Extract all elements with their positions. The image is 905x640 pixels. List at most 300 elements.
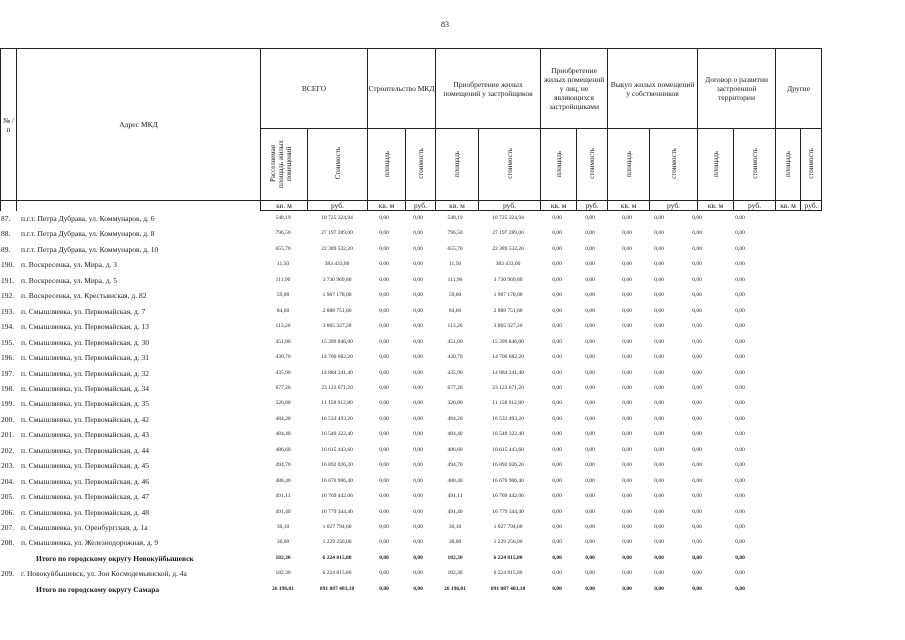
row-value: 16 779 344,40 [321, 508, 353, 515]
row-value: 0,00 [585, 585, 595, 592]
row-value: 6 224 815,80 [493, 570, 523, 577]
row-value: 0,00 [413, 323, 423, 330]
row-address: п. Смышляевка, ул. Первомайская, д. 43 [21, 430, 149, 440]
row-address: п. Смышляевка, ул. Первомайская, д. 31 [21, 353, 149, 363]
row-value: 326,80 [447, 400, 463, 407]
row-value: 59,00 [276, 292, 290, 299]
row-value: 451,00 [447, 338, 463, 345]
row-address: п. Смышляевка, ул. Первомайская, д. 48 [21, 507, 149, 517]
row-value: 0,00 [654, 215, 664, 221]
row-number: 201. [1, 430, 15, 440]
row-value: 0,00 [585, 400, 595, 407]
row-value: 0,00 [622, 524, 632, 530]
row-value: 0,00 [585, 493, 595, 500]
row-value: 435,90 [275, 369, 291, 376]
sub-header-cost: стоимость [750, 148, 759, 179]
row-number: 207. [1, 523, 15, 532]
row-number: 194. [1, 322, 15, 332]
row-value: 0,00 [654, 477, 664, 484]
row-value: 1 229 256,00 [322, 539, 352, 546]
row-address: п. Воскресенка, ул. Крестьянская, д. 82 [21, 291, 147, 301]
row-value: 0,00 [379, 400, 389, 407]
row-address: п. Смышляевка, ул. Первомайская, д. 47 [21, 492, 149, 502]
unit-area: кв. м [436, 201, 479, 211]
row-value: 0,00 [654, 415, 664, 422]
row-value: 0,00 [735, 554, 745, 561]
row-value: 0,00 [692, 524, 702, 530]
sub-header-cost: стоимость [416, 148, 425, 179]
row-value: 0,00 [692, 354, 702, 361]
row-value: 0,00 [735, 400, 745, 407]
row-value: 0,00 [379, 493, 389, 500]
row-value: 113,20 [447, 323, 463, 330]
unit-rub: руб. [734, 201, 776, 211]
row-value: 0,00 [654, 585, 664, 592]
row-address: п. Смышляевка, ул. Первомайская, д. 44 [21, 445, 149, 455]
row-value: 0,00 [552, 493, 562, 500]
row-value: 0,00 [692, 215, 702, 221]
row-value: 0,00 [735, 524, 745, 530]
row-value: 0,00 [654, 261, 664, 268]
sub-header-area: площадь [711, 150, 720, 177]
row-value: 0,00 [735, 585, 745, 592]
row-value: 0,00 [735, 354, 745, 361]
row-value: 0,00 [735, 338, 745, 345]
row-value: 486,60 [275, 446, 291, 453]
row-value: 484,20 [447, 415, 463, 422]
row-value: 15 399 846,00 [492, 338, 524, 345]
row-value: 0,00 [735, 508, 745, 515]
row-number: 191. [1, 275, 15, 285]
row-value: 16 533 493,20 [321, 415, 353, 422]
row-value: 0,00 [654, 446, 664, 453]
row-value: 0,00 [735, 415, 745, 422]
row-value: 0,00 [622, 570, 632, 577]
row-value: 0,00 [585, 276, 595, 283]
row-value: 0,00 [654, 570, 664, 577]
row-value: 14 706 682,20 [492, 354, 524, 361]
row-value: 0,00 [413, 431, 423, 438]
row-value: 488,40 [447, 477, 463, 484]
row-address: п. Воскресенка, ул. Мира, д. 3 [21, 260, 118, 270]
row-value: 26 196,01 [444, 585, 466, 592]
unit-area: кв. м [698, 201, 734, 211]
row-address: п. Воскресенка, ул. Мира, д. 5 [21, 275, 118, 285]
row-value: 0,00 [379, 570, 389, 577]
row-value: 6 224 815,80 [493, 554, 523, 561]
row-value: 0,00 [379, 369, 389, 376]
row-value: 0,00 [552, 431, 562, 438]
row-value: 0,00 [413, 215, 423, 221]
row-address: п. Смышляевка, ул. Первомайская, д. 30 [21, 337, 149, 347]
row-value: 16 892 026,20 [492, 462, 524, 469]
row-value: 23 123 671,20 [321, 384, 353, 391]
row-value: 15 399 846,00 [321, 338, 353, 345]
row-number: 209. [1, 569, 15, 579]
row-address: п.г.т. Петра Дубрава, ул. Коммунаров, д. 8 [21, 229, 155, 239]
row-address: п.г.т. Петра Дубрава, ул. Коммунаров, д. 10 [21, 244, 159, 254]
row-value: 16 540 322,40 [492, 431, 524, 438]
row-value: 84,60 [448, 307, 462, 314]
row-value: 0,00 [692, 384, 702, 391]
row-value: 0,00 [692, 338, 702, 345]
row-value: 0,00 [585, 554, 595, 561]
row-value: 0,00 [552, 276, 562, 283]
unit-area: кв. м [368, 201, 406, 211]
unit-rub: руб. [308, 201, 368, 211]
row-value: 0,00 [552, 462, 562, 469]
row-value: 0,00 [379, 554, 389, 561]
row-value: 0,00 [413, 245, 423, 252]
row-address: п. Смышляевка, ул. Первомайская, д. 35 [21, 399, 149, 409]
row-value: 0,00 [413, 384, 423, 391]
row-value: 0,00 [692, 230, 702, 237]
row-value: 0,00 [735, 276, 745, 283]
sub-header-area: площадь [554, 150, 563, 177]
row-value: 6 224 815,80 [322, 570, 352, 577]
row-value: 0,00 [413, 477, 423, 484]
row-number: 208. [1, 538, 15, 548]
row-value: 0,00 [413, 369, 423, 376]
row-value: 0,00 [692, 477, 702, 484]
sub-header-cost: Стоимость [333, 147, 342, 180]
sub-header-area: площадь [624, 150, 633, 177]
row-value: 0,00 [654, 400, 664, 407]
unit-area: кв. м [261, 201, 308, 211]
row-value: 11 158 912,80 [321, 400, 353, 407]
row-value: 0,00 [379, 292, 389, 299]
group-header-developers: Приобретение жилых помещений у застройщиков [436, 49, 541, 129]
row-value: 16 533 493,20 [492, 415, 524, 422]
row-value: 796,50 [275, 230, 291, 237]
row-value: 0,00 [379, 215, 389, 221]
row-value: 18 725 324,94 [321, 215, 353, 221]
row-address: п. Смышляевка, ул. Оренбургская, д. 1а [21, 523, 148, 532]
row-value: 486,60 [447, 446, 463, 453]
row-number: 198. [1, 383, 15, 393]
row-value: 0,00 [654, 338, 664, 345]
row-value: 0,00 [585, 477, 595, 484]
row-value: 0,00 [552, 292, 562, 299]
row-number: 196. [1, 353, 15, 363]
row-value: 0,00 [552, 415, 562, 422]
row-value: 84,60 [276, 307, 290, 314]
row-value: 0,00 [413, 524, 423, 530]
row-value: 0,00 [552, 508, 562, 515]
row-value: 111,90 [447, 276, 463, 283]
row-value: 494,70 [275, 462, 291, 469]
row-value: 3 730 969,80 [322, 276, 352, 283]
row-value: 491,11 [447, 493, 463, 500]
row-address: г. Новокуйбышевск, ул. Зои Космодемьянской, д. 4а [21, 569, 187, 579]
row-value: 0,00 [552, 307, 562, 314]
page-number: 83 [441, 20, 449, 29]
row-value: 0,00 [692, 585, 702, 592]
row-value: 0,00 [585, 384, 595, 391]
row-value: 0,00 [692, 462, 702, 469]
row-value: 0,00 [379, 384, 389, 391]
row-value: 0,00 [585, 215, 595, 221]
row-value: 23 123 671,20 [492, 384, 524, 391]
sub-header-resettled-area: Расселяемая площадь жилых помещений [269, 139, 293, 188]
row-value: 0,00 [654, 462, 664, 469]
row-value: 0,00 [552, 554, 562, 561]
row-number: 193. [1, 306, 15, 316]
row-value: 30,10 [448, 524, 462, 530]
row-value: 0,00 [692, 508, 702, 515]
row-value: 0,00 [413, 508, 423, 515]
row-value: 0,00 [692, 292, 702, 299]
row-value: 0,00 [585, 230, 595, 237]
row-value: 0,00 [622, 323, 632, 330]
unit-rub: руб. [577, 201, 608, 211]
row-value: 182,30 [275, 570, 291, 577]
row-value: 0,00 [654, 230, 664, 237]
row-value: 14 706 682,20 [321, 354, 353, 361]
row-value: 484,40 [447, 431, 463, 438]
row-number: 203. [1, 461, 15, 471]
row-value: 488,40 [275, 477, 291, 484]
row-value: 182,30 [447, 554, 463, 561]
row-value: 0,00 [379, 261, 389, 268]
row-address: п. Смышляевка, ул. Первомайская, д. 7 [21, 306, 146, 316]
row-value: 0,00 [622, 431, 632, 438]
row-value: 0,00 [735, 292, 745, 299]
row-value: 2 888 751,60 [322, 307, 352, 314]
row-value: 14 884 241,40 [321, 369, 353, 376]
group-header-buyout: Выкуп жилых помещений у собственников [608, 49, 698, 129]
row-value: 0,00 [735, 477, 745, 484]
row-address: п. Смышляевка, ул. Железнодорожная, д. 9 [21, 538, 159, 548]
row-number: 89. [1, 244, 11, 254]
row-value: 0,00 [413, 230, 423, 237]
row-value: 0,00 [379, 585, 389, 592]
row-value: 655,70 [447, 245, 463, 252]
row-value: 36,00 [448, 539, 462, 546]
row-value: 0,00 [622, 230, 632, 237]
row-value: 0,00 [735, 570, 745, 577]
row-value: 59,00 [448, 292, 462, 299]
row-value: 0,00 [735, 446, 745, 453]
row-value: 0,00 [379, 276, 389, 283]
row-value: 0,00 [622, 261, 632, 268]
row-value: 0,00 [622, 415, 632, 422]
row-value: 0,00 [692, 261, 702, 268]
sub-header-cost: стоимость [505, 148, 514, 179]
row-value: 0,00 [622, 493, 632, 500]
row-value: 0,00 [552, 323, 562, 330]
row-value: 0,00 [692, 369, 702, 376]
unit-area: кв. м [608, 201, 650, 211]
unit-area: кв. м [776, 201, 801, 211]
row-value: 22 389 532,20 [492, 245, 524, 252]
row-value: 0,00 [552, 215, 562, 221]
row-value: 16 540 322,40 [321, 431, 353, 438]
row-value: 0,00 [413, 570, 423, 577]
row-value: 0,00 [552, 400, 562, 407]
row-value: 0,00 [692, 415, 702, 422]
row-value: 16 676 906,40 [321, 477, 353, 484]
sub-header-cost: стоимость [669, 148, 678, 179]
row-value: 2 888 751,60 [493, 307, 523, 314]
row-value: 0,00 [552, 261, 562, 268]
row-number: 87. [1, 214, 11, 223]
row-value: 0,00 [654, 508, 664, 515]
row-value: 0,00 [379, 539, 389, 546]
row-number: 190. [1, 260, 15, 270]
row-value: 891 887 403,18 [490, 585, 526, 592]
row-value: 0,00 [654, 539, 664, 546]
unit-area: кв. м [541, 201, 577, 211]
row-value: 0,00 [552, 446, 562, 453]
row-value: 0,00 [413, 415, 423, 422]
row-value: 0,00 [413, 539, 423, 546]
row-value: 0,00 [552, 524, 562, 530]
row-value: 3 730 969,80 [493, 276, 523, 283]
row-value: 0,00 [692, 307, 702, 314]
row-value: 0,00 [585, 307, 595, 314]
row-number: 199. [1, 399, 15, 409]
row-value: 430,70 [275, 354, 291, 361]
row-value: 11 158 912,80 [492, 400, 524, 407]
row-value: 0,00 [622, 400, 632, 407]
row-value: 0,00 [379, 338, 389, 345]
num-header: № /п [1, 49, 17, 201]
row-value: 0,00 [379, 415, 389, 422]
row-value: 0,00 [552, 338, 562, 345]
row-value: 6 224 815,80 [322, 554, 352, 561]
row-value: 0,00 [654, 554, 664, 561]
row-value: 16 676 906,40 [492, 477, 524, 484]
row-value: 0,00 [379, 245, 389, 252]
row-value: 0,00 [654, 493, 664, 500]
row-address: п. Смышляевка, ул. Первомайская, д. 42 [21, 414, 149, 424]
row-value: 491,11 [275, 493, 291, 500]
row-value: 383 433,00 [495, 261, 521, 268]
row-value: 0,00 [585, 245, 595, 252]
row-value: 0,00 [735, 384, 745, 391]
row-value: 0,00 [413, 585, 423, 592]
row-value: 111,90 [275, 276, 291, 283]
row-value: 0,00 [552, 477, 562, 484]
row-value: 0,00 [692, 446, 702, 453]
row-value: 0,00 [585, 570, 595, 577]
row-value: 3 865 327,20 [493, 323, 523, 330]
row-value: 0,00 [585, 524, 595, 530]
row-number: 202. [1, 445, 15, 455]
row-value: 3 865 327,20 [322, 323, 352, 330]
row-value: 0,00 [654, 431, 664, 438]
row-number: 192. [1, 291, 15, 301]
row-value: 0,00 [622, 276, 632, 283]
row-value: 0,00 [654, 276, 664, 283]
row-number: 205. [1, 492, 15, 502]
row-value: 0,00 [692, 554, 702, 561]
row-value: 0,00 [654, 245, 664, 252]
group-header-other: Другие [776, 49, 822, 129]
row-value: 14 884 241,40 [492, 369, 524, 376]
row-value: 0,00 [622, 477, 632, 484]
row-value: 22 389 532,20 [321, 245, 353, 252]
row-value: 0,00 [552, 369, 562, 376]
row-value: 0,00 [622, 585, 632, 592]
row-value: 0,00 [692, 400, 702, 407]
row-value: 655,70 [275, 245, 291, 252]
row-value: 0,00 [622, 369, 632, 376]
row-value: 0,00 [585, 323, 595, 330]
row-value: 27 197 289,00 [492, 230, 524, 237]
row-value: 677,20 [447, 384, 463, 391]
unit-rub: руб. [406, 201, 436, 211]
row-value: 0,00 [413, 462, 423, 469]
row-value: 0,00 [413, 446, 423, 453]
row-address: Итого по городскому округу Самара [36, 584, 160, 594]
row-value: 491,40 [447, 508, 463, 515]
row-value: 0,00 [654, 307, 664, 314]
row-value: 0,00 [622, 354, 632, 361]
row-value: 0,00 [585, 338, 595, 345]
row-value: 548,19 [447, 215, 463, 221]
row-value: 0,00 [692, 493, 702, 500]
row-value: 0,00 [585, 369, 595, 376]
row-value: 11,50 [276, 261, 290, 268]
row-number: 206. [1, 507, 15, 517]
row-value: 0,00 [735, 307, 745, 314]
row-value: 0,00 [585, 446, 595, 453]
row-value: 0,00 [735, 369, 745, 376]
row-value: 26 196,01 [272, 585, 294, 592]
sub-header-area: площадь [453, 150, 462, 177]
row-value: 0,00 [585, 539, 595, 546]
row-value: 0,00 [379, 431, 389, 438]
row-value: 30,10 [276, 524, 290, 530]
unit-rub: руб. [801, 201, 822, 211]
sub-header-cost: стоимость [807, 148, 816, 179]
row-value: 0,00 [379, 462, 389, 469]
row-value: 0,00 [654, 292, 664, 299]
group-header-total: ВСЕГО [261, 49, 368, 129]
address-header: Адрес МКД [17, 49, 261, 201]
row-value: 484,40 [275, 431, 291, 438]
row-value: 0,00 [413, 276, 423, 283]
row-address: п. Смышляевка, ул. Первомайская, д. 45 [21, 461, 149, 471]
row-value: 0,00 [585, 462, 595, 469]
row-value: 0,00 [692, 323, 702, 330]
row-value: 0,00 [735, 323, 745, 330]
row-value: 0,00 [379, 508, 389, 515]
row-value: 0,00 [379, 323, 389, 330]
row-value: 0,00 [585, 354, 595, 361]
row-value: 0,00 [654, 384, 664, 391]
row-value: 0,00 [585, 415, 595, 422]
row-value: 16 769 442,06 [492, 493, 524, 500]
sub-header-area: площадь [382, 150, 391, 177]
row-value: 0,00 [552, 539, 562, 546]
row-value: 0,00 [654, 369, 664, 376]
row-address: п. Смышляевка, ул. Первомайская, д. 46 [21, 476, 149, 486]
row-value: 0,00 [413, 261, 423, 268]
row-value: 0,00 [413, 493, 423, 500]
row-value: 1 027 794,60 [322, 524, 352, 530]
row-value: 484,20 [275, 415, 291, 422]
row-value: 0,00 [622, 462, 632, 469]
row-value: 182,30 [275, 554, 291, 561]
row-value: 0,00 [735, 462, 745, 469]
row-value: 494,70 [447, 462, 463, 469]
sub-header-cost: стоимость [588, 148, 597, 179]
unit-rub: руб. [479, 201, 541, 211]
row-value: 0,00 [692, 245, 702, 252]
